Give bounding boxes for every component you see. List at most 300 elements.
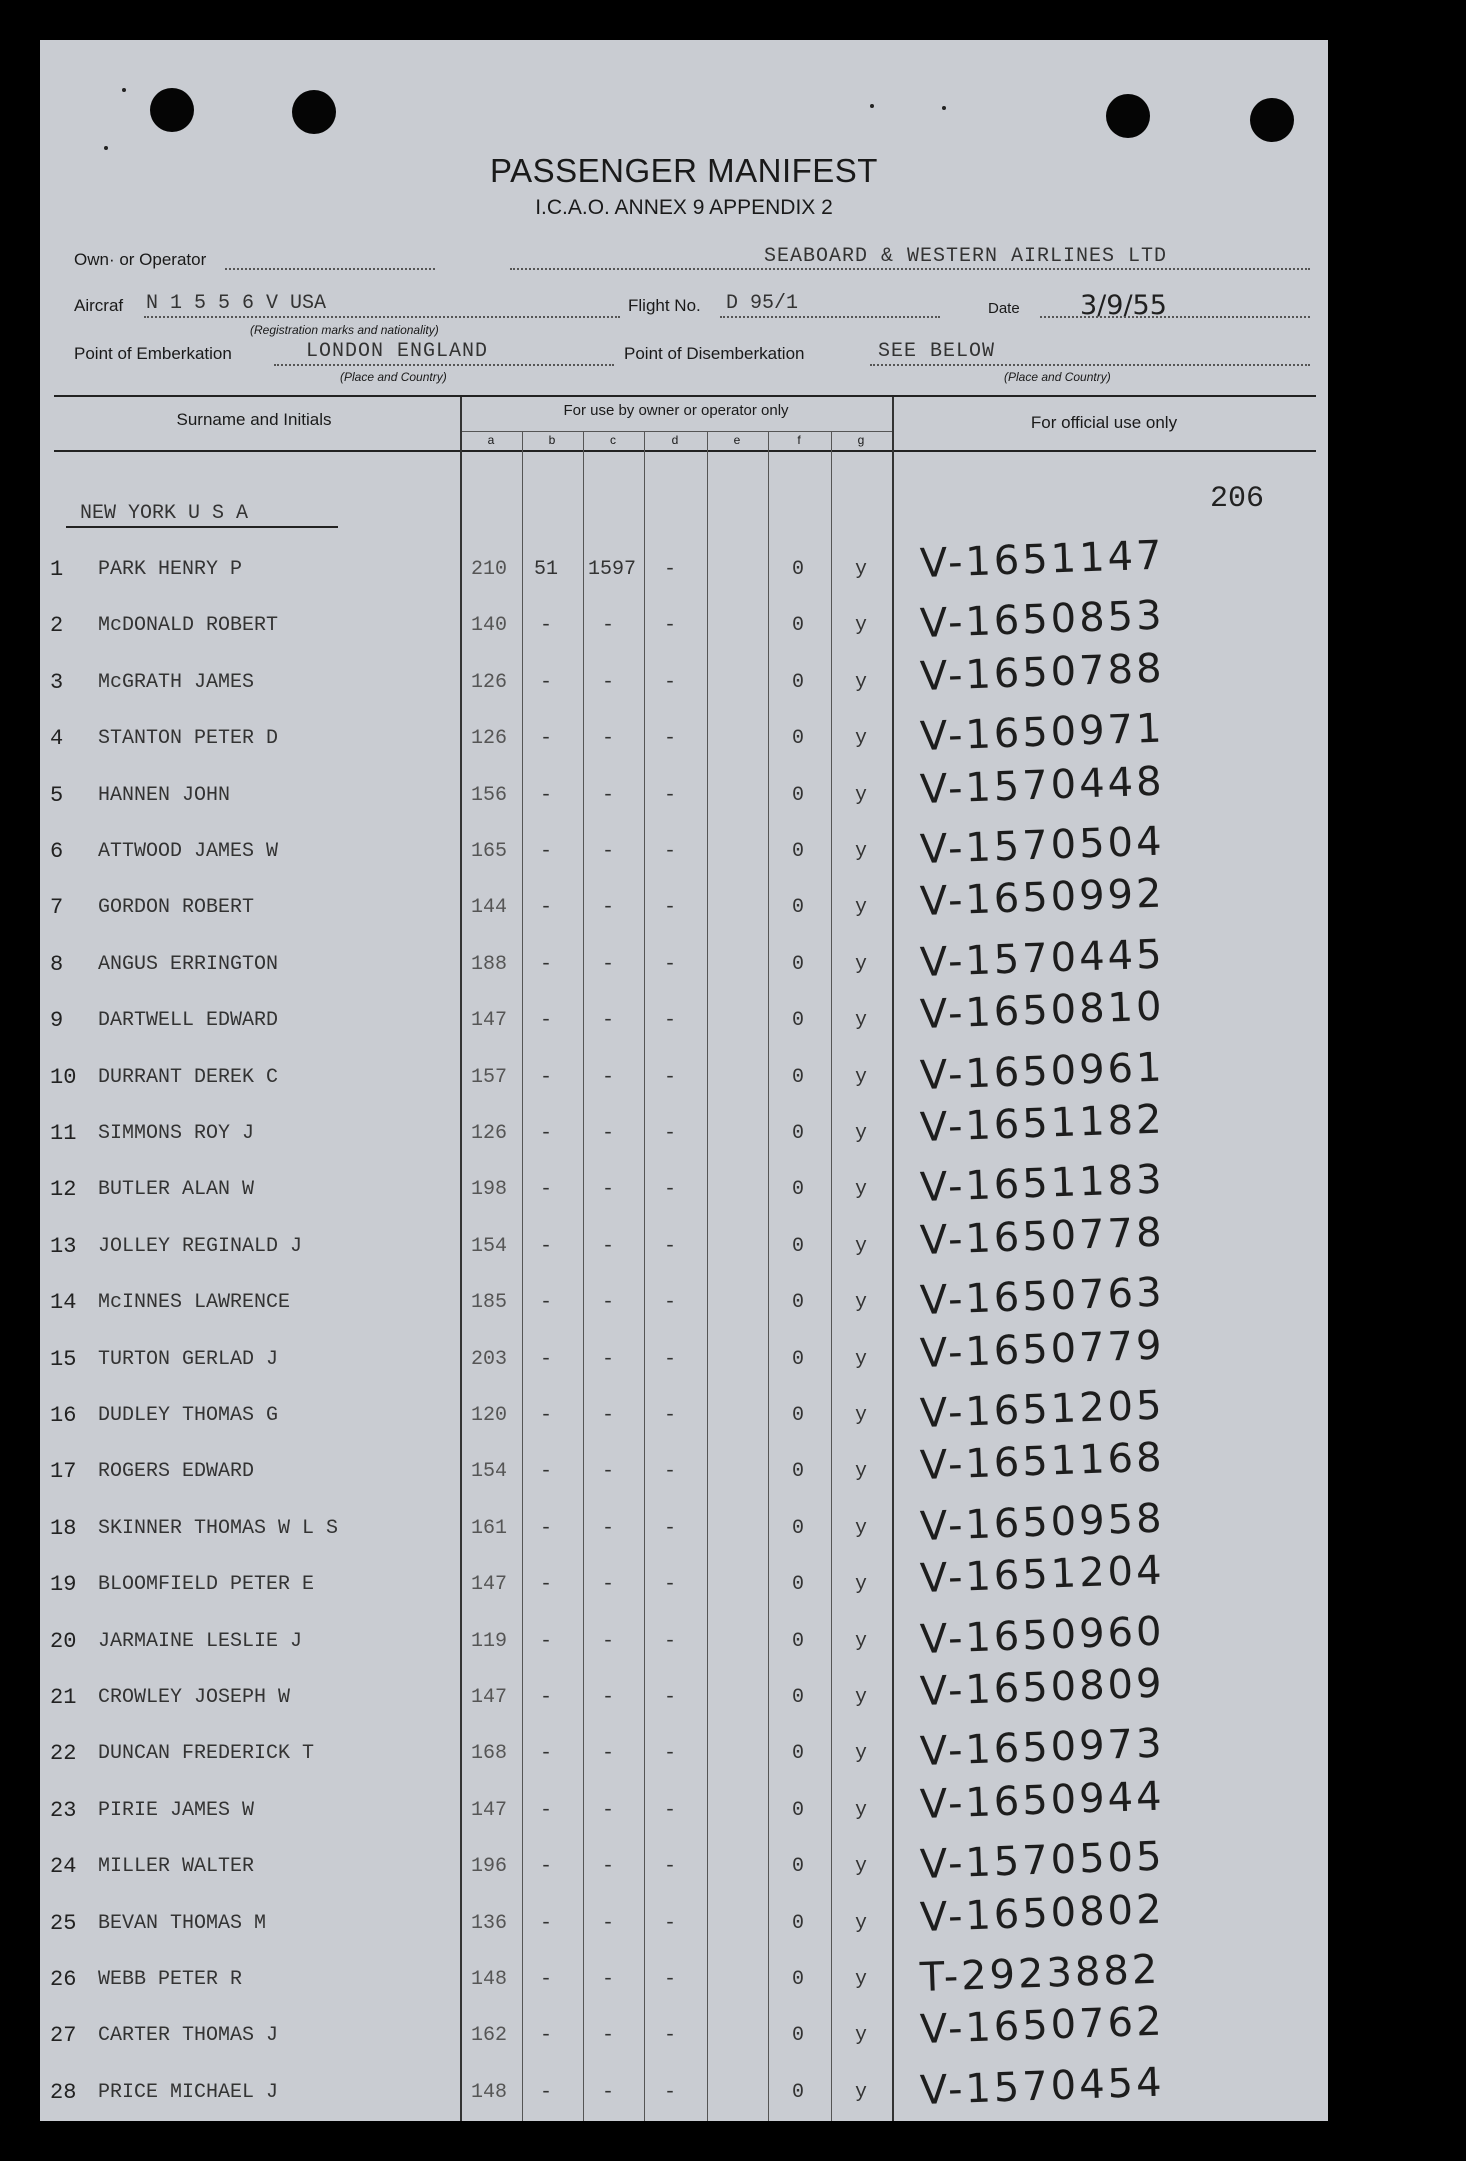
col-c-value: - bbox=[601, 1742, 614, 1766]
col-c-value: - bbox=[601, 1460, 614, 1484]
aircraft-dotline bbox=[144, 316, 620, 318]
weight-value: 147 bbox=[471, 1798, 508, 1822]
weight-value: 188 bbox=[471, 952, 508, 976]
weight-value: 120 bbox=[471, 1404, 508, 1427]
flight-value: D 95/1 bbox=[726, 292, 799, 315]
col-g-value: y bbox=[854, 1460, 867, 1484]
passport-number: T-2923882 bbox=[919, 1946, 1161, 2001]
col-c-value: - bbox=[601, 1291, 614, 1315]
col-d-value: - bbox=[663, 896, 676, 920]
col-g-value: y bbox=[854, 1234, 867, 1258]
col-c-value: - bbox=[601, 783, 614, 807]
passport-number: V-1650853 bbox=[919, 592, 1166, 648]
col-c-value: - bbox=[601, 1573, 614, 1597]
col-f-value: 0 bbox=[791, 2080, 804, 2104]
col-c-value: - bbox=[601, 1629, 614, 1653]
col-d-value: - bbox=[663, 1855, 676, 1879]
date-dotline bbox=[1040, 316, 1310, 318]
punch-hole bbox=[1250, 98, 1294, 142]
row-number: 11 bbox=[50, 1121, 77, 1146]
row-number: 10 bbox=[50, 1064, 77, 1090]
subcol-b: b bbox=[548, 433, 556, 447]
col-b-value: - bbox=[539, 1968, 552, 1991]
passenger-name: PRICE MICHAEL J bbox=[98, 2080, 279, 2104]
flight-dotline bbox=[720, 316, 940, 318]
col-b-value: - bbox=[539, 1798, 552, 1822]
col-g-value: y bbox=[854, 1516, 867, 1540]
col-g-value: y bbox=[854, 1009, 867, 1033]
col-c-value: - bbox=[601, 2080, 614, 2104]
col-b-value: - bbox=[539, 1122, 552, 1145]
col-f-value: 0 bbox=[791, 1516, 804, 1540]
col-f-value: 0 bbox=[791, 896, 804, 920]
row-number: 7 bbox=[50, 895, 64, 921]
weight-value: 126 bbox=[471, 727, 508, 751]
weight-value: 140 bbox=[471, 614, 508, 638]
col-c-value: - bbox=[601, 840, 614, 863]
col-c-value: - bbox=[601, 896, 614, 920]
row-number: 28 bbox=[50, 2079, 77, 2105]
col-f-value: 0 bbox=[791, 1742, 804, 1766]
passport-number: V-1570445 bbox=[919, 931, 1166, 986]
passenger-name: DARTWELL EDWARD bbox=[98, 1009, 279, 1033]
passport-number: V-1650971 bbox=[919, 705, 1166, 761]
col-d-value: - bbox=[663, 2080, 676, 2104]
table-top-rule bbox=[54, 395, 1316, 397]
speck bbox=[104, 146, 108, 150]
row-number: 15 bbox=[50, 1346, 77, 1372]
passport-number: V-1650762 bbox=[919, 1998, 1166, 2054]
col-g-value: y bbox=[854, 952, 867, 976]
col-d-value: - bbox=[663, 727, 676, 751]
row-number: 25 bbox=[50, 1910, 77, 1936]
passport-number: V-1650958 bbox=[919, 1495, 1166, 1550]
col-g-value: y bbox=[854, 840, 867, 863]
subcolumn-rule bbox=[460, 431, 892, 432]
weight-value: 148 bbox=[471, 2080, 508, 2104]
passport-number: V-1650802 bbox=[919, 1886, 1166, 1941]
col-b-value: - bbox=[539, 952, 552, 976]
weight-value: 161 bbox=[471, 1516, 508, 1540]
passport-number: V-1651168 bbox=[919, 1434, 1166, 1490]
col-f-value: 0 bbox=[791, 1291, 804, 1315]
col-g-value: y bbox=[854, 727, 867, 751]
date-value: 3/9/55 bbox=[1080, 290, 1167, 321]
table-row bbox=[40, 1547, 1328, 1616]
weight-value: 210 bbox=[471, 558, 508, 581]
col-d-value: - bbox=[663, 1629, 676, 1653]
date-label: Date bbox=[988, 300, 1020, 317]
col-b-value: - bbox=[539, 1629, 552, 1653]
row-number: 2 bbox=[50, 613, 64, 639]
disembarkation-note: (Place and Country) bbox=[1004, 370, 1111, 384]
passenger-name: BLOOMFIELD PETER E bbox=[98, 1573, 315, 1597]
col-f-value: 0 bbox=[791, 1911, 804, 1935]
speck bbox=[870, 104, 874, 108]
col-g-value: y bbox=[854, 1686, 867, 1709]
col-f-value: 0 bbox=[791, 1122, 804, 1145]
page-number: 206 bbox=[1210, 482, 1265, 516]
passenger-name: DUDLEY THOMAS G bbox=[98, 1404, 279, 1427]
row-number: 13 bbox=[50, 1233, 77, 1259]
subcol-c: c bbox=[610, 433, 616, 447]
row-number: 23 bbox=[50, 1797, 77, 1823]
table-row bbox=[40, 1998, 1328, 2067]
col-c-value: - bbox=[601, 1798, 614, 1822]
col-f-value: 0 bbox=[791, 2024, 804, 2048]
subcol-f: f bbox=[797, 433, 801, 447]
col-g-value: y bbox=[854, 1178, 867, 1202]
col-c-value: 1597 bbox=[588, 558, 637, 581]
col-d-value: - bbox=[663, 840, 676, 863]
weight-value: 126 bbox=[471, 1122, 508, 1145]
passenger-name: SKINNER THOMAS W L S bbox=[98, 1516, 339, 1540]
col-d-value: - bbox=[663, 783, 676, 807]
official-use-column-header: For official use only bbox=[1030, 413, 1178, 432]
row-number: 20 bbox=[50, 1628, 77, 1654]
weight-value: 156 bbox=[471, 783, 508, 807]
weight-value: 147 bbox=[471, 1573, 508, 1597]
passenger-name: DUNCAN FREDERICK T bbox=[98, 1742, 315, 1766]
passenger-name: HANNEN JOHN bbox=[98, 783, 231, 807]
passenger-name: JOLLEY REGINALD J bbox=[98, 1234, 303, 1258]
weight-value: 147 bbox=[471, 1009, 508, 1033]
row-number: 22 bbox=[50, 1741, 77, 1767]
col-f-value: 0 bbox=[791, 1686, 804, 1709]
col-b-value: - bbox=[539, 1009, 552, 1033]
table-header-rule bbox=[54, 450, 1316, 452]
row-number: 9 bbox=[50, 1008, 64, 1034]
col-f-value: 0 bbox=[791, 1234, 804, 1258]
weight-value: 154 bbox=[471, 1460, 508, 1484]
col-f-value: 0 bbox=[791, 952, 804, 976]
row-number: 12 bbox=[50, 1177, 77, 1203]
col-f-value: 0 bbox=[791, 1968, 804, 1991]
passport-number: V-1651182 bbox=[919, 1096, 1166, 1151]
passport-number: V-1651205 bbox=[919, 1382, 1166, 1437]
col-f-value: 0 bbox=[791, 1347, 804, 1371]
passport-number: V-1650992 bbox=[919, 870, 1166, 926]
col-b-value: - bbox=[539, 2080, 552, 2104]
col-c-value: - bbox=[601, 1968, 614, 1991]
col-f-value: 0 bbox=[791, 1404, 804, 1427]
col-b-value: - bbox=[539, 1347, 552, 1371]
weight-value: 157 bbox=[471, 1065, 508, 1089]
disembarkation-label: Point of Disemberkation bbox=[624, 344, 805, 363]
embarkation-label: Point of Emberkation bbox=[74, 344, 232, 363]
col-g-value: y bbox=[854, 1291, 867, 1315]
passenger-name: CROWLEY JOSEPH W bbox=[98, 1686, 291, 1709]
col-f-value: 0 bbox=[791, 727, 804, 751]
col-c-value: - bbox=[601, 1234, 614, 1258]
weight-value: 119 bbox=[471, 1629, 508, 1653]
col-f-value: 0 bbox=[791, 1009, 804, 1033]
row-number: 8 bbox=[50, 951, 64, 977]
passenger-name: TURTON GERLAD J bbox=[98, 1347, 279, 1371]
col-b-value: - bbox=[539, 1686, 552, 1709]
col-b-value: - bbox=[539, 783, 552, 807]
col-d-value: - bbox=[663, 558, 676, 581]
weight-value: 154 bbox=[471, 1234, 508, 1258]
col-c-value: - bbox=[601, 1855, 614, 1879]
col-d-value: - bbox=[663, 1291, 676, 1315]
row-number: 4 bbox=[50, 726, 64, 752]
col-b-value: - bbox=[539, 1460, 552, 1484]
passenger-name: MILLER WALTER bbox=[98, 1855, 255, 1879]
registration-note: (Registration marks and nationality) bbox=[250, 323, 439, 337]
passenger-name: JARMAINE LESLIE J bbox=[98, 1629, 303, 1653]
col-c-value: - bbox=[601, 1122, 614, 1145]
table-row bbox=[40, 870, 1328, 939]
weight-value: 162 bbox=[471, 2024, 508, 2048]
col-f-value: 0 bbox=[791, 1573, 804, 1597]
passport-number: V-1651147 bbox=[919, 532, 1166, 587]
surname-column-header: Surname and Initials bbox=[176, 410, 332, 429]
row-number: 14 bbox=[50, 1290, 77, 1316]
col-f-value: 0 bbox=[791, 1460, 804, 1484]
col-g-value: y bbox=[854, 1629, 867, 1653]
passenger-name: BEVAN THOMAS M bbox=[98, 1911, 267, 1935]
passenger-name: CARTER THOMAS J bbox=[98, 2024, 279, 2048]
col-d-value: - bbox=[663, 614, 676, 638]
owner-value: SEABOARD & WESTERN AIRLINES LTD bbox=[764, 245, 1168, 268]
col-g-value: y bbox=[854, 1742, 867, 1766]
row-number: 21 bbox=[50, 1685, 77, 1710]
col-f-value: 0 bbox=[791, 1855, 804, 1879]
col-b-value: - bbox=[539, 1911, 552, 1935]
col-b-value: - bbox=[539, 1178, 552, 1202]
col-d-value: - bbox=[663, 1911, 676, 1935]
table-row bbox=[40, 1773, 1328, 1842]
weight-value: 196 bbox=[471, 1855, 508, 1879]
aircraft-label: Aircraf bbox=[74, 296, 124, 315]
col-d-value: - bbox=[663, 1742, 676, 1766]
punch-hole bbox=[150, 88, 194, 132]
col-c-value: - bbox=[601, 1347, 614, 1371]
weight-value: 144 bbox=[471, 896, 508, 920]
passenger-name: ROGERS EDWARD bbox=[98, 1460, 255, 1484]
col-c-value: - bbox=[601, 1686, 614, 1709]
passenger-name: SIMMONS ROY J bbox=[98, 1122, 255, 1145]
row-number: 5 bbox=[50, 782, 64, 808]
passport-number: V-1570504 bbox=[919, 818, 1166, 873]
subcol-d: d bbox=[671, 433, 679, 447]
col-g-value: y bbox=[854, 1122, 867, 1145]
col-d-value: - bbox=[663, 1065, 676, 1089]
col-g-value: y bbox=[854, 558, 867, 581]
row-number: 1 bbox=[50, 557, 64, 582]
row-number: 19 bbox=[50, 1572, 77, 1598]
owner-dotline bbox=[225, 268, 435, 270]
col-d-value: - bbox=[663, 1573, 676, 1597]
col-g-value: y bbox=[854, 1404, 867, 1427]
col-b-value: - bbox=[539, 1291, 552, 1315]
manifest-page bbox=[40, 40, 1328, 2121]
col-g-value: y bbox=[854, 1968, 867, 1991]
passenger-name: GORDON ROBERT bbox=[98, 896, 255, 920]
col-d-value: - bbox=[663, 1968, 676, 1991]
owner-dotline-2 bbox=[510, 268, 1310, 270]
col-b-value: - bbox=[539, 896, 552, 920]
passport-number: V-1651204 bbox=[919, 1547, 1166, 1603]
col-d-value: - bbox=[663, 952, 676, 976]
embarkation-value: LONDON ENGLAND bbox=[306, 340, 489, 363]
row-number: 17 bbox=[50, 1459, 77, 1485]
col-d-value: - bbox=[663, 1516, 676, 1540]
col-g-value: y bbox=[854, 1065, 867, 1089]
speck bbox=[122, 88, 126, 92]
passenger-name: BUTLER ALAN W bbox=[98, 1178, 255, 1202]
weight-value: 136 bbox=[471, 1911, 508, 1935]
embarkation-note: (Place and Country) bbox=[340, 370, 447, 384]
col-d-value: - bbox=[663, 2024, 676, 2048]
row-number: 27 bbox=[50, 2023, 77, 2049]
col-d-value: - bbox=[663, 1798, 676, 1822]
document-title: PASSENGER MANIFEST bbox=[490, 152, 878, 189]
col-f-value: 0 bbox=[791, 558, 804, 581]
col-c-value: - bbox=[601, 1404, 614, 1427]
passport-number: V-1570448 bbox=[919, 758, 1166, 813]
col-d-value: - bbox=[663, 1122, 676, 1145]
col-f-value: 0 bbox=[791, 670, 804, 694]
row-number: 6 bbox=[50, 839, 64, 864]
col-g-value: y bbox=[854, 670, 867, 694]
subcol-a: a bbox=[487, 433, 495, 447]
owner-label: Own· or Operator bbox=[74, 250, 207, 269]
table-row bbox=[40, 645, 1328, 714]
col-d-value: - bbox=[663, 1686, 676, 1709]
col-c-value: - bbox=[601, 1009, 614, 1033]
punch-hole bbox=[1106, 94, 1150, 138]
passport-number: V-1650973 bbox=[919, 1720, 1166, 1776]
subcol-e: e bbox=[733, 433, 741, 447]
passenger-name: STANTON PETER D bbox=[98, 727, 279, 751]
col-g-value: y bbox=[854, 614, 867, 638]
passenger-name: DURRANT DEREK C bbox=[98, 1065, 279, 1089]
col-d-value: - bbox=[663, 1347, 676, 1371]
col-b-value: - bbox=[539, 2024, 552, 2048]
destination-heading: NEW YORK U S A bbox=[80, 502, 249, 525]
subcol-g: g bbox=[857, 433, 865, 447]
col-b-value: - bbox=[539, 1065, 552, 1089]
table-row bbox=[40, 1886, 1328, 1955]
passenger-name: McDONALD ROBERT bbox=[98, 614, 279, 638]
col-b-value: - bbox=[539, 670, 552, 694]
passport-number: V-1650961 bbox=[919, 1044, 1166, 1099]
table-row bbox=[40, 758, 1328, 827]
passport-number: V-1650788 bbox=[919, 645, 1166, 700]
table-row bbox=[40, 2059, 1328, 2121]
col-b-value: - bbox=[539, 614, 552, 638]
passport-number: V-1650763 bbox=[919, 1269, 1166, 1325]
col-g-value: y bbox=[854, 1347, 867, 1371]
col-c-value: - bbox=[601, 952, 614, 976]
row-number: 24 bbox=[50, 1854, 77, 1880]
col-c-value: - bbox=[601, 1516, 614, 1540]
passport-number: V-1651183 bbox=[919, 1156, 1166, 1212]
embarkation-dotline bbox=[274, 364, 614, 366]
passenger-name: WEBB PETER R bbox=[98, 1968, 243, 1991]
aircraft-value: N 1 5 5 6 V USA bbox=[146, 292, 327, 315]
col-c-value: - bbox=[601, 614, 614, 638]
passenger-name: McGRATH JAMES bbox=[98, 670, 255, 694]
owner-use-column-header: For use by owner or operator only bbox=[563, 402, 789, 419]
row-number: 18 bbox=[50, 1515, 77, 1541]
passport-number: V-1650779 bbox=[919, 1322, 1166, 1377]
passenger-name: ANGUS ERRINGTON bbox=[98, 952, 279, 976]
col-f-value: 0 bbox=[791, 1065, 804, 1089]
col-c-value: - bbox=[601, 1911, 614, 1935]
col-g-value: y bbox=[854, 1855, 867, 1879]
passport-number: V-1650809 bbox=[919, 1660, 1166, 1715]
passenger-name: McINNES LAWRENCE bbox=[98, 1291, 291, 1315]
col-g-value: y bbox=[854, 1573, 867, 1597]
col-b-value: - bbox=[539, 1855, 552, 1879]
col-c-value: - bbox=[601, 727, 614, 751]
col-f-value: 0 bbox=[791, 1178, 804, 1202]
col-d-value: - bbox=[663, 1404, 676, 1427]
col-f-value: 0 bbox=[791, 783, 804, 807]
col-b-value: - bbox=[539, 1573, 552, 1597]
col-d-value: - bbox=[663, 1460, 676, 1484]
speck bbox=[942, 106, 946, 110]
col-b-value: - bbox=[539, 840, 552, 863]
col-d-value: - bbox=[663, 670, 676, 694]
col-f-value: 0 bbox=[791, 1629, 804, 1653]
col-c-value: - bbox=[601, 2024, 614, 2048]
passport-number: V-1650778 bbox=[919, 1209, 1166, 1264]
col-b-value: - bbox=[539, 1516, 552, 1540]
col-b-value: - bbox=[539, 1404, 552, 1427]
passenger-name: ATTWOOD JAMES W bbox=[98, 840, 279, 863]
weight-value: 148 bbox=[471, 1968, 508, 1991]
col-c-value: - bbox=[601, 670, 614, 694]
col-g-value: y bbox=[854, 783, 867, 807]
row-number: 26 bbox=[50, 1967, 77, 1992]
document-subtitle: I.C.A.O. ANNEX 9 APPENDIX 2 bbox=[535, 196, 833, 219]
col-d-value: - bbox=[663, 1178, 676, 1202]
table-row bbox=[40, 983, 1328, 1052]
weight-value: 165 bbox=[471, 840, 508, 863]
weight-value: 147 bbox=[471, 1686, 508, 1709]
weight-value: 168 bbox=[471, 1742, 508, 1766]
table-row bbox=[40, 1322, 1328, 1391]
row-number: 16 bbox=[50, 1403, 77, 1428]
col-b-value: 51 bbox=[533, 558, 558, 581]
col-c-value: - bbox=[601, 1065, 614, 1089]
disembarkation-value: SEE BELOW bbox=[878, 340, 996, 363]
col-c-value: - bbox=[601, 1178, 614, 1202]
table-row bbox=[40, 1209, 1328, 1278]
passenger-name: PIRIE JAMES W bbox=[98, 1798, 255, 1822]
passport-number: V-1570505 bbox=[919, 1833, 1166, 1889]
disembarkation-dotline bbox=[870, 364, 1310, 366]
col-g-value: y bbox=[854, 2080, 867, 2104]
col-g-value: y bbox=[854, 1798, 867, 1822]
col-d-value: - bbox=[663, 1234, 676, 1258]
weight-value: 198 bbox=[471, 1178, 508, 1202]
table-row bbox=[40, 1434, 1328, 1503]
weight-value: 185 bbox=[471, 1291, 508, 1315]
col-g-value: y bbox=[854, 1911, 867, 1935]
passport-number: V-1650960 bbox=[919, 1608, 1166, 1663]
passport-number: V-1650944 bbox=[919, 1773, 1166, 1828]
weight-value: 203 bbox=[471, 1347, 508, 1371]
destination-underline bbox=[66, 526, 338, 528]
passport-number: V-1650810 bbox=[919, 983, 1166, 1039]
col-b-value: - bbox=[539, 1234, 552, 1258]
weight-value: 126 bbox=[471, 670, 508, 694]
